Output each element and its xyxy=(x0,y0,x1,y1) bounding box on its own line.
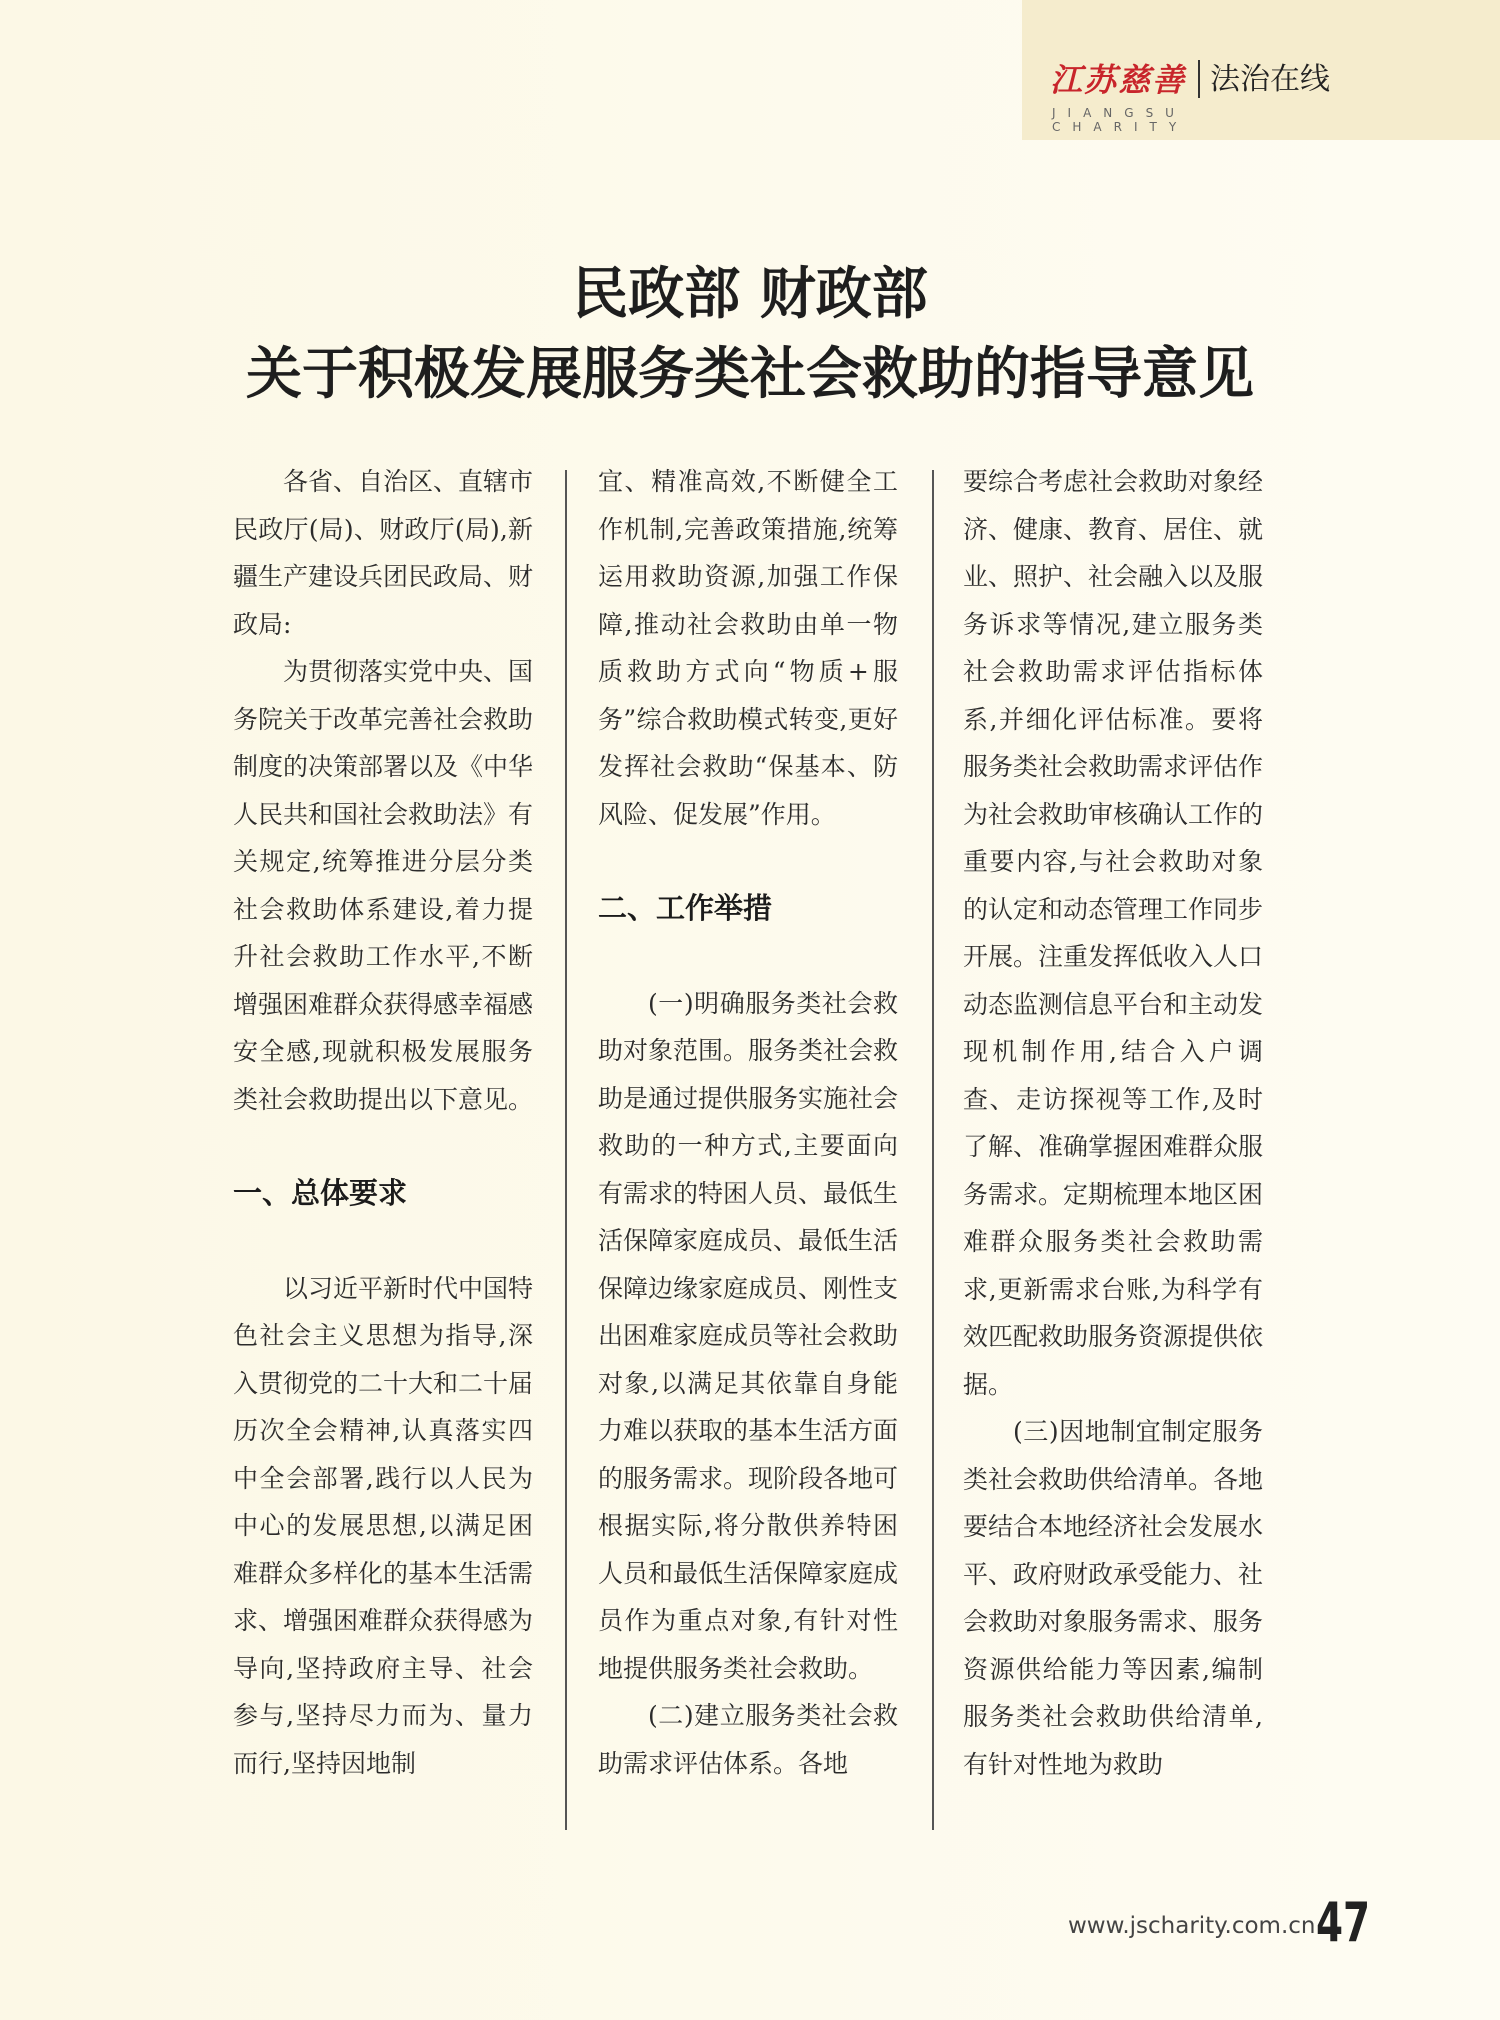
paragraph-measure-2-start: (二)建立服务类社会救助需求评估体系。各地 xyxy=(598,1701,898,1778)
text-column-2 xyxy=(598,458,898,1838)
paragraph-measure-3: (三)因地制宜制定服务类社会救助供给清单。各地要结合本地经济社会发展水平、政府财政承受能力、社会救助对象服务需求、服务资源供给能力等因素,编制服务类社会救助供给清单,有针对性地为救助 xyxy=(963,1417,1263,1779)
spacer xyxy=(598,838,898,885)
paragraph-continued: 宜、精准高效,不断健全工作机制,完善政策措施,统筹运用救助资源,加强工作保障,推动社会救助由单一物质救助方式向“物质+服务”综合救助模式转变,更好发挥社会救助“保基本、防风险、促发展”作用。 xyxy=(598,467,898,829)
paragraph-guiding-principle: 以习近平新时代中国特色社会主义思想为指导,深入贯彻党的二十大和二十届历次全会精神,认真落实四中全会部署,践行以人民为中心的发展思想,以满足困难群众多样化的基本生活需求、增强困难群众获得感为导向,坚持政府主导、社会参与,坚持尽力而为、量力而行,坚持因地制 xyxy=(233,1273,533,1778)
footer-website-url: www.jscharity.com.cn xyxy=(1068,1913,1316,1939)
article-title-line2: 关于积极发展服务类社会救助的指导意见 xyxy=(246,342,1254,407)
article-title-line1: 民政部 财政部 xyxy=(572,262,928,327)
spacer xyxy=(598,933,898,980)
page-number: 47 xyxy=(1316,1891,1371,1954)
section-label: 法治在线 xyxy=(1210,62,1330,97)
spacer xyxy=(233,1218,533,1265)
paragraph-measure-1: (一)明确服务类社会救助对象范围。服务类社会救助是通过提供服务实施社会救助的一种方式,主要面向有需求的特困人员、最低生活保障家庭成员、最低生活保障边缘家庭成员、刚性支出困难家庭成员等社会救助对象,以满足其依靠自身能力难以获取的基本生活方面的服务需求。现阶段各地可根据实际,将分散供养特困人员和最低生活保障家庭成员作为重点对象,有针对性地提供服务类社会救助。 xyxy=(598,988,898,1683)
brand-logo: 江苏慈善 xyxy=(1050,61,1187,99)
paragraph-intro: 为贯彻落实党中央、国务院关于改革完善社会救助制度的决策部署以及《中华人民共和国社会救助法》有关规定,统筹推进分层分类社会救助体系建设,着力提升社会救助工作水平,不断增强困难群众获得感幸福感安全感,现就积极发展服务类社会救助提出以下意见。 xyxy=(233,657,533,1114)
section-heading-work-measures: 二、工作举措 xyxy=(598,891,773,925)
brand-english-name: JIANGSU CHARITY xyxy=(1052,106,1189,134)
text-column-1 xyxy=(233,458,533,1838)
paragraph-salutation: 各省、自治区、直辖市民政厅(局)、财政厅(局),新疆生产建设兵团民政局、财政局: xyxy=(233,467,533,639)
brand-divider xyxy=(1198,60,1200,98)
spacer xyxy=(233,1123,533,1170)
column-divider xyxy=(932,470,934,1830)
section-heading-general-requirements: 一、总体要求 xyxy=(233,1176,408,1210)
column-divider xyxy=(565,470,567,1830)
text-column-3 xyxy=(963,458,1263,1838)
paragraph-measure-2-continued: 要综合考虑社会救助对象经济、健康、教育、居住、就业、照护、社会融入以及服务诉求等情况,建立服务类社会救助需求评估指标体系,并细化评估标准。要将服务类社会救助需求评估作为社会救助审核确认工作的重要内容,与社会救助对象的认定和动态管理工作同步开展。注重发挥低收入人口动态监测信息平台和主动发现机制作用,结合入户调查、走访探视等工作,及时了解、准确掌握困难群众服务需求。定期梳理本地区困难群众服务类社会救助需求,更新需求台账,为科学有效匹配救助服务资源提供依据。 xyxy=(963,467,1263,1399)
